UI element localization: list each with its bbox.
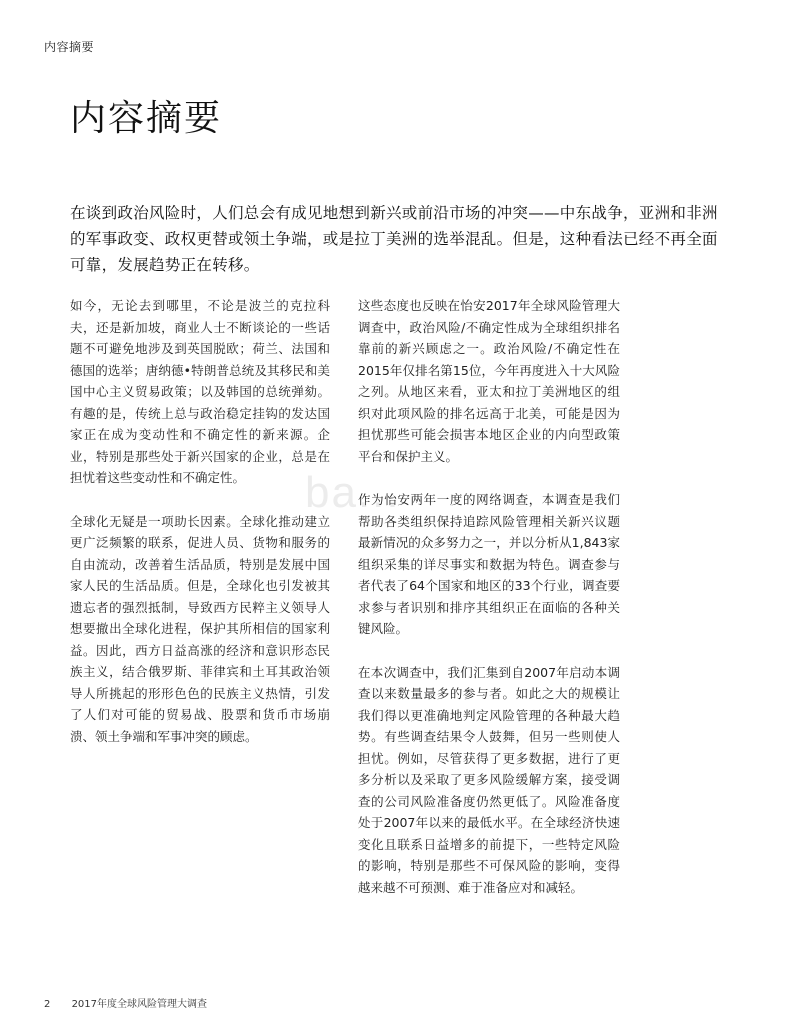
publication-title: 2017年度全球风险管理大调查: [71, 999, 208, 1010]
lead-paragraph: 在谈到政治风险时，人们总会有成见地想到新兴或前沿市场的冲突——中东战争，亚洲和非洲的军事政变、政权更替或领土争端，或是拉丁美洲的选举混乱。但是，这种看法已经不再全面可靠，发展趋势正在转移。: [70, 204, 718, 274]
body-paragraph: 如今，无论去到哪里，不论是波兰的克拉科夫，还是新加坡，商业人士不断谈论的一些话题不可避免地涉及到英国脱欧；荷兰、法国和德国的选举；唐纳德•特朗普总统及其移民和美国中心主义贸易政策；以及韩国的总统弹劾。有趣的是，传统上总与政治稳定挂钩的发达国家正在成为变动性和不确定性的新来源。企业，特别是那些处于新兴国家的企业，总是在担忧着这些变动性和不确定性。: [70, 298, 330, 485]
left-column: [70, 295, 330, 769]
running-head: 内容摘要: [44, 40, 95, 54]
page-number: 2: [44, 999, 51, 1010]
body-paragraph: 全球化无疑是一项助长因素。全球化推动建立更广泛频繁的联系，促进人员、货物和服务的自由流动，改善着生活品质，特别是发展中国家人民的生活品质。但是，全球化也引发被其遗忘者的强烈抵制，导致西方民粹主义领导人想要撤出全球化进程，保护其所相信的国家利益。因此，西方日益高涨的经济和意识形态民族主义，结合俄罗斯、菲律宾和土耳其政治领导人所挑起的形形色色的民族主义热情，引发了人们对可能的贸易战、股票和货币市场崩溃、领土争端和军事冲突的顾虑。: [70, 513, 330, 744]
page-title: 内容摘要: [70, 98, 223, 139]
body-paragraph: 作为怡安两年一度的网络调查，本调查是我们帮助各类组织保持追踪风险管理相关新兴议题最新情况的众多努力之一，并以分析从1,843家组织采集的详尽事实和数据为特色。调查参与者代表了64个国家和地区的33个行业，调查要求参与者识别和排序其组织正在面临的各种关键风险。: [358, 492, 620, 636]
watermark: ba...: [305, 468, 401, 517]
body-paragraph: 这些态度也反映在怡安2017年全球风险管理大调查中，政治风险/不确定性成为全球组织排名靠前的新兴顾虑之一。政治风险/不确定性在2015年仅排名第15位，今年再度进入十大风险之列。从地区来看，亚太和拉丁美洲地区的组织对此项风险的排名远高于北美，可能是因为担忧那些可能会损害本地区企业的内向型政策平台和保护主义。: [358, 298, 620, 464]
footer: [44, 995, 207, 1010]
right-column: [358, 295, 620, 920]
body-paragraph: 在本次调查中，我们汇集到自2007年启动本调查以来数量最多的参与者。如此之大的规模让我们得以更准确地判定风险管理的各种最大趋势。有些调查结果令人鼓舞，但另一些则使人担忧。例如，尽管获得了更多数据，进行了更多分析以及采取了更多风险缓解方案，接受调查的公司风险准备度仍然更低了。风险准备度处于2007年以来的最低水平。在全球经济快速变化且联系日益增多的前提下，一些特定风险的影响，特别是那些不可保风险的影响，变得越来越不可预测、难于准备应对和减轻。: [358, 664, 620, 895]
